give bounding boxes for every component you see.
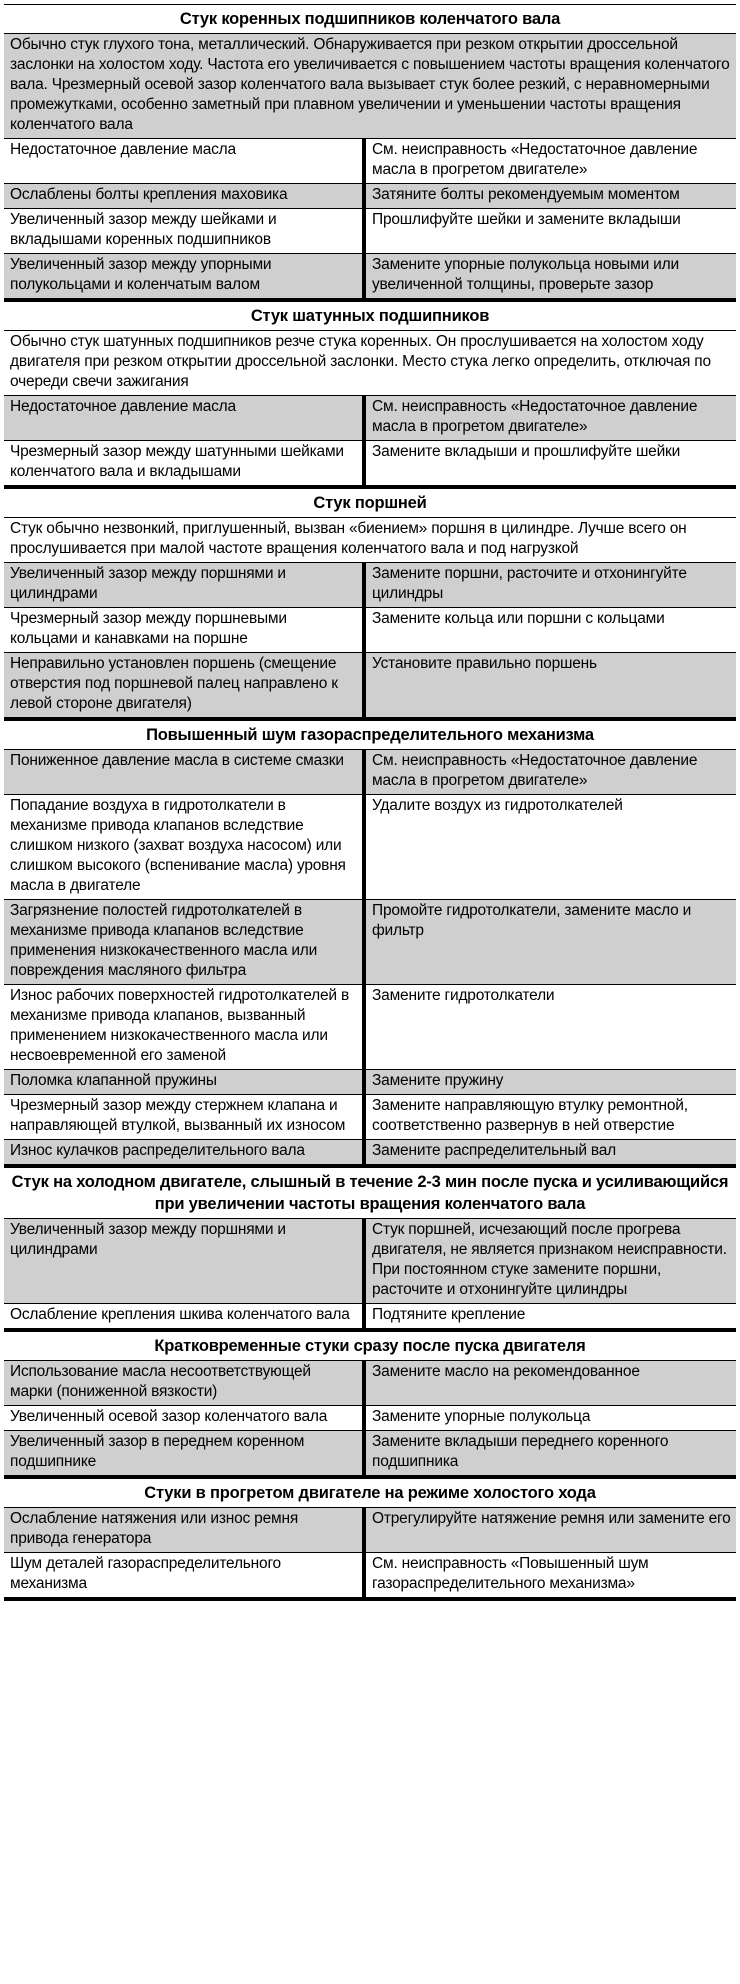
cause-cell: Увеличенный зазор между упорными полукольцами и коленчатым валом — [4, 254, 366, 298]
remedy-cell: Удалите воздух из гидротолкателей — [372, 797, 623, 814]
remedy-cell: Замените вкладыши и прошлифуйте шейки — [372, 443, 681, 460]
cause-cell: Попадание воздуха в гидротолкатели в механизме привода клапанов вследствие слишком низкого (захват воздуха насосом) или слишком высокого (вспенивание масла) уровня масла в двигателе — [4, 795, 366, 899]
table-row — [4, 900, 736, 985]
cause-cell: Увеличенный зазор между шейками и вкладышами коренных подшипников — [4, 209, 366, 253]
section-description: Обычно стук шатунных подшипников резче стука коренных. Он прослушивается на холостом ходу двигателя при резком открытии дроссельной заслонки. Место стука легко определить, отключая по очереди свечи зажигания — [4, 331, 736, 396]
cause-cell: Увеличенный зазор между поршнями и цилиндрами — [4, 563, 366, 607]
cause-cell: Износ рабочих поверхностей гидротолкателей в механизме привода клапанов, вызванный применением низкокачественного масла или несвоевременной его заменой — [4, 985, 366, 1069]
cause-cell: Шум деталей газораспределительного механизма — [4, 1553, 366, 1597]
table-row — [4, 795, 736, 900]
remedy-cell: Замените пружину — [366, 1070, 736, 1094]
remedy-cell: Замените гидротолкатели — [372, 987, 555, 1004]
cause-cell: Увеличенный осевой зазор коленчатого вала — [4, 1406, 366, 1430]
cause-cell: Чрезмерный зазор между шатунными шейками коленчатого вала и вкладышами — [4, 441, 366, 485]
table-row — [4, 750, 736, 795]
remedy-cell: Замените упорные полукольца — [372, 1408, 591, 1425]
section-description: Обычно стук глухого тона, металлический. Обнаруживается при резком открытии дроссельной заслонки на холостом ходу. Частота его увеличивается с повышением частоты вращения коленчатого вала. Чрезмерный осевой зазор коленчатого вала вызывает стук более резкий, с неравномерными промежутками, особенно заметный при плавном увеличении и уменьшении частоты вращения коленчатого вала — [4, 34, 736, 139]
cause-cell: Поломка клапанной пружины — [4, 1070, 366, 1094]
section-title: Повышенный шум газораспределительного механизма — [4, 721, 736, 750]
table-row — [4, 1140, 736, 1164]
table-row — [4, 653, 736, 717]
table-row — [4, 1095, 736, 1140]
remedy-cell: См. неисправность «Повышенный шум газораспределительного механизма» — [372, 1555, 649, 1592]
table-row — [4, 1219, 736, 1304]
remedy-cell: Установите правильно поршень — [366, 653, 736, 717]
section-title: Стук на холодном двигателе, слышный в течение 2-3 мин после пуска и усиливающийся при увеличении частоты вращения коленчатого вала — [4, 1168, 736, 1219]
section — [4, 1168, 736, 1332]
section — [4, 302, 736, 489]
cause-cell: Ослабление натяжения или износ ремня привода генератора — [4, 1508, 366, 1552]
table-row — [4, 1508, 736, 1553]
remedy-cell: Затяните болты рекомендуемым моментом — [366, 184, 736, 208]
table-row — [4, 1070, 736, 1095]
section — [4, 5, 736, 302]
troubleshooting-document — [4, 4, 736, 1601]
cause-cell: Увеличенный зазор между поршнями и цилиндрами — [4, 1219, 366, 1303]
remedy-cell: Подтяните крепление — [372, 1306, 526, 1323]
cause-cell: Увеличенный зазор в переднем коренном подшипнике — [4, 1431, 366, 1475]
section — [4, 1332, 736, 1479]
table-row — [4, 139, 736, 184]
section-title: Стук коренных подшипников коленчатого вала — [4, 5, 736, 34]
remedy-cell: Замените масло на рекомендованное — [366, 1361, 736, 1405]
table-row — [4, 1304, 736, 1328]
remedy-cell: Замените упорные полукольца новыми или увеличенной толщины, проверьте зазор — [366, 254, 736, 298]
remedy-cell: См. неисправность «Недостаточное давление масла в прогретом двигателе» — [366, 750, 736, 794]
cause-cell: Пониженное давление масла в системе смазки — [4, 750, 366, 794]
table-row — [4, 441, 736, 485]
remedy-cell: Замените кольца или поршни с кольцами — [372, 610, 665, 627]
remedy-cell: Замените направляющую втулку ремонтной, соответственно развернув в ней отверстие — [372, 1097, 688, 1134]
table-row — [4, 184, 736, 209]
section-title: Стук шатунных подшипников — [4, 302, 736, 331]
cause-cell: Ослабление крепления шкива коленчатого вала — [4, 1304, 366, 1328]
remedy-cell: Замените поршни, расточите и отхонингуйте цилиндры — [366, 563, 736, 607]
table-row — [4, 608, 736, 653]
cause-cell: Чрезмерный зазор между поршневыми кольцами и канавками на поршне — [4, 608, 366, 652]
cause-cell: Использование масла несоответствующей марки (пониженной вязкости) — [4, 1361, 366, 1405]
remedy-cell: Стук поршней, исчезающий после прогрева двигателя, не является признаком неисправности. При постоянном стуке замените поршни, расточите и отхонингуйте цилиндры — [366, 1219, 736, 1303]
table-row — [4, 1553, 736, 1597]
remedy-cell: См. неисправность «Недостаточное давление масла в прогретом двигателе» — [366, 396, 736, 440]
section — [4, 721, 736, 1168]
remedy-cell: Замените распределительный вал — [366, 1140, 736, 1164]
cause-cell: Недостаточное давление масла — [4, 396, 366, 440]
section-title: Стуки в прогретом двигателе на режиме холостого хода — [4, 1479, 736, 1508]
table-row — [4, 1361, 736, 1406]
section — [4, 1479, 736, 1601]
section — [4, 489, 736, 721]
table-row — [4, 985, 736, 1070]
section-title: Кратковременные стуки сразу после пуска двигателя — [4, 1332, 736, 1361]
remedy-cell: См. неисправность «Недостаточное давление масла в прогретом двигателе» — [372, 141, 698, 178]
remedy-cell: Замените вкладыши переднего коренного подшипника — [366, 1431, 736, 1475]
section-title: Стук поршней — [4, 489, 736, 518]
remedy-cell: Прошлифуйте шейки и замените вкладыши — [372, 211, 681, 228]
table-row — [4, 1431, 736, 1475]
table-row — [4, 209, 736, 254]
cause-cell: Загрязнение полостей гидротолкателей в механизме привода клапанов вследствие применения низкокачественного масла или повреждения масляного фильтра — [4, 900, 366, 984]
table-row — [4, 563, 736, 608]
section-description: Стук обычно незвонкий, приглушенный, вызван «биением» поршня в цилиндре. Лучше всего он прослушивается при малой частоте вращения коленчатого вала и под нагрузкой — [4, 518, 736, 563]
table-row — [4, 396, 736, 441]
cause-cell: Недостаточное давление масла — [4, 139, 366, 183]
cause-cell: Износ кулачков распределительного вала — [4, 1140, 366, 1164]
cause-cell: Ослаблены болты крепления маховика — [4, 184, 366, 208]
cause-cell: Неправильно установлен поршень (смещение отверстия под поршневой палец направлено к левой стороне двигателя) — [4, 653, 366, 717]
remedy-cell: Отрегулируйте натяжение ремня или замените его — [366, 1508, 736, 1552]
cause-cell: Чрезмерный зазор между стержнем клапана и направляющей втулкой, вызванный их износом — [4, 1095, 366, 1139]
table-row — [4, 1406, 736, 1431]
table-row — [4, 254, 736, 298]
remedy-cell: Промойте гидротолкатели, замените масло и фильтр — [366, 900, 736, 984]
